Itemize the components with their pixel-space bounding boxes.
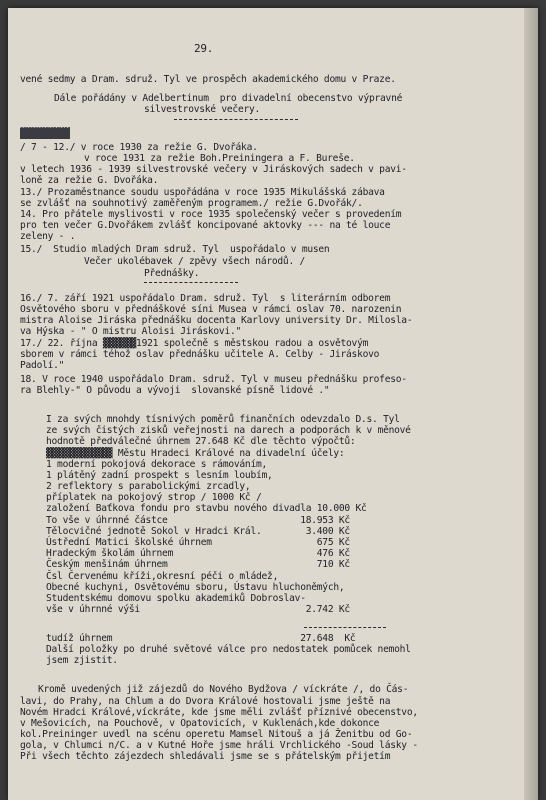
- list-item: 1 plátěný zadní prospekt s lesním loubím,: [46, 470, 273, 481]
- text-line: Večer ukolébavek / zpěvy všech národů. /: [84, 256, 306, 267]
- text-line: 15./ Studio mladých Dram sdruž. Tyl uspořádalo v musen: [20, 244, 330, 255]
- text-line: ra Blehly-" O původu a vývoji slovanské písně lidové .": [20, 385, 330, 396]
- page-number: 29.: [194, 42, 214, 55]
- text-line: I za svých mnohdy tísnivých poměrů finančních odevzdalo D.s. Tyl: [46, 414, 400, 425]
- section-divider: [174, 119, 298, 120]
- text-line: va Hýska - " O mistru Aloisi Jiráskovi.": [20, 326, 242, 337]
- text-line: ▓▓▓▓▓▓▓▓▓▓▓▓ Městu Hradeci Králové na divadelní účely:: [46, 448, 345, 459]
- text-line: vené sedmy a Dram. sdruž. Tyl ve prospěch akademického domu v Praze.: [20, 74, 396, 85]
- text-line: loně za režie G. Dvořáka.: [20, 175, 159, 186]
- text-line: kol.Preininger uvedl na scénu operetu Mamsel Nitouš a já Ženitbu od Go-: [20, 729, 413, 740]
- text-line: 13./ Prozaměstnance soudu uspořádána v roce 1935 Mikulášská zábava: [20, 187, 385, 198]
- text-line: Při všech těchto zájezdech shledávali jsme se s přátelským přijetím: [20, 751, 391, 762]
- amount-line: Hradeckým školám úhrnem 476 Kč: [46, 548, 350, 559]
- amount-line: To vše v úhrnné částce 18.953 Kč: [46, 515, 350, 526]
- text-line: v Mešovicích, na Pouchově, v Opatovicích, v Kuklenách,kde dokonce: [20, 718, 380, 729]
- text-line: jsem zjistit.: [46, 655, 118, 666]
- text-line: sborem v rámci téhož oslav přednášku učitele A. Celby - Jiráskovo: [20, 349, 380, 360]
- list-item: 2 reflektory s parabolickými zrcadly,: [46, 481, 251, 492]
- struck-text: ▓▓▓▓▓▓▓▓▓: [20, 128, 70, 139]
- text-line: Obecné kuchyni, Osvětovému sboru, Ústavu hluchoněmých,: [46, 582, 345, 593]
- document-page: [8, 8, 538, 800]
- text-line: gola, v Chlumci n/C. a v Kutné Hoře jsme hráli Vrchlického -Soud lásky -: [20, 740, 418, 751]
- text-line: 18. V roce 1940 uspořádalo Dram. sdruž. Tyl v museu přednášku profeso-: [20, 374, 407, 385]
- text-line: Čsl Červenému kříži,okresní péči o mládež,: [46, 571, 279, 582]
- total-line: tudíž úhrnem 27.648 Kč: [46, 633, 356, 644]
- amount-line: vše v úhrnné výši 2.742 Kč: [46, 604, 350, 615]
- amount-line: založení Baťkova fondu pro stavbu nového divadla 10.000 Kč: [46, 503, 367, 514]
- text-line: 14. Pro přátele myslivosti v roce 1935 společenský večer s provedením: [20, 209, 402, 220]
- amount-line: Ústřední Matici školské úhrnem 675 Kč: [46, 537, 350, 548]
- text-line: Osvětového sboru v přednáškové síni Musea v rámci oslav 70. narozenin: [20, 304, 402, 315]
- total-divider: [304, 627, 386, 628]
- text-line: zeleny - .: [20, 231, 76, 242]
- binding-edge: [524, 8, 538, 800]
- list-item: příplatek na pokojový strop / 1000 Kč /: [46, 492, 262, 503]
- amount-line: Tělocvičné jednotě Sokol v Hradci Král. 3.400 Kč: [46, 526, 350, 537]
- list-item: 1 moderní pokojová dekorace s rámováním,: [46, 459, 268, 470]
- text-line: Kromě uvedených již zájezdů do Nového Bydžova / víckráte /, do Čás-: [38, 684, 409, 695]
- text-line: Dále pořádány v Adelbertinum pro divadelní obecenstvo výpravné: [54, 93, 403, 104]
- text-line: Studentskému domovu spolku akademiků Dobroslav-: [46, 593, 306, 604]
- section-heading: Přednášky.: [144, 268, 200, 279]
- text-line: v roce 1931 za režie Boh.Preiningera a F. Bureše.: [84, 153, 355, 164]
- text-line: / 7 - 12./ v roce 1930 za režie G. Dvořáka.: [20, 142, 258, 153]
- text-line: Další položky po druhé světové válce pro nedostatek pomůcek nemohl: [46, 644, 411, 655]
- text-line: Novém Hradci Králové,víckráte, kde jsme měli zvlášť příznivé obecenstvo,: [20, 707, 418, 718]
- section-divider: [144, 282, 238, 283]
- text-line: pro ten večer G.Dvořákem zvlášť koncipované aktovky --- na té louce: [20, 220, 391, 231]
- text-line: Padolí.": [20, 360, 65, 371]
- text-line: 17./ 22. října ▓▓▓▓▓▓1921 společně s městskou radou a osvětovým: [20, 338, 369, 349]
- text-line: v letech 1936 - 1939 silvestrovské večery v Jiráskových sadech v pavi-: [20, 164, 407, 175]
- text-line: silvestrovské večery.: [144, 104, 261, 115]
- text-line: se zvlášť na souhnotivý zaměřeným programem./ režie G.Dvořák/.: [20, 198, 363, 209]
- text-line: 16./ 7. září 1921 uspořádalo Dram. sdruž. Tyl s literárním odborem: [20, 293, 391, 304]
- text-line: mistra Aloise Jiráska přednášku docenta Karlovy university Dr. Milosla-: [20, 315, 413, 326]
- text-line: hodnotě předválečné úhrnem 27.648 Kč dle těchto výpočtů:: [46, 436, 356, 447]
- amount-line: Českým menšinám úhrnem 710 Kč: [46, 559, 350, 570]
- text-line: ze svých čistých zisků veřejnosti na darech a podporách k v měnové: [46, 425, 411, 436]
- text-line: lavi, do Prahy, na Chlum a do Dvora Králové hostovali jsme ještě na: [20, 696, 391, 707]
